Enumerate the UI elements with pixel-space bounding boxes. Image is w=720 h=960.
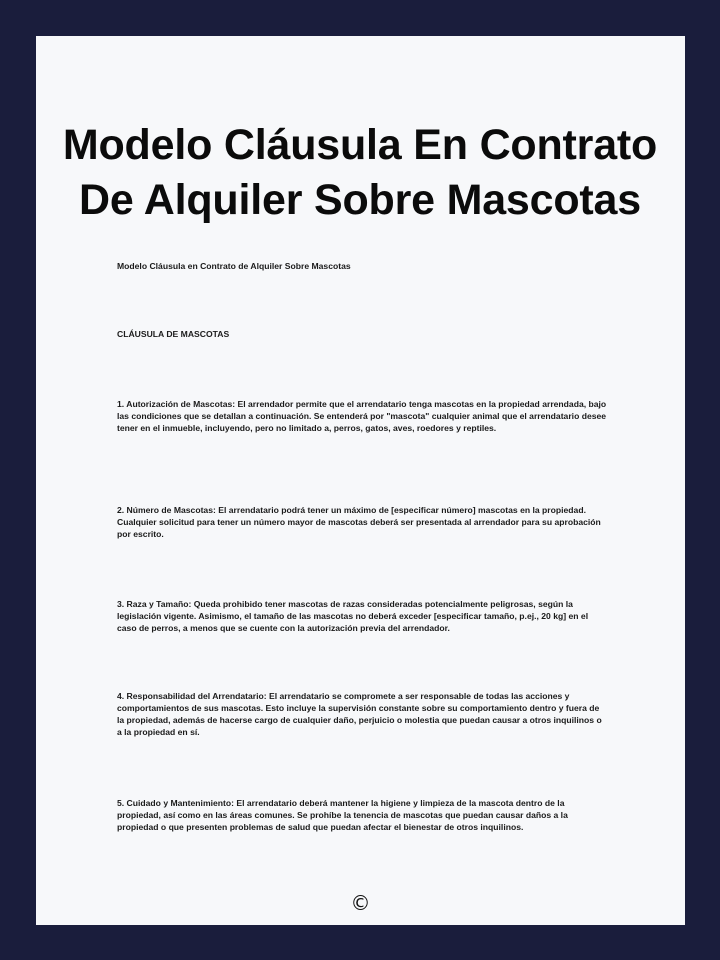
copyright-icon: © (350, 891, 371, 915)
clause-paragraph: 2. Número de Mascotas: El arrendatario podrá tener un máximo de [especificar número] mascotas en la propiedad. Cualquier solicitud para tener un número mayor de mascotas deberá ser presentada al arrendador para su aprobación por escrito. (117, 505, 601, 539)
page-title-line-2: De Alquiler Sobre Mascotas (79, 176, 641, 224)
section-title: CLÁUSULA DE MASCOTAS (117, 329, 230, 339)
document-page (36, 36, 685, 925)
page-title (36, 118, 685, 228)
clause-paragraph: 1. Autorización de Mascotas: El arrendador permite que el arrendatario tenga mascotas en la propiedad arrendada, bajo las condiciones que se detallan a continuación. Se entenderá por "mascota" cualquier animal que el arrendatario desee tener en el inmueble, incluyendo, pero no limitado a, perros, gatos, aves, roedores y reptiles. (117, 399, 607, 433)
document-heading: Modelo Cláusula en Contrato de Alquiler Sobre Mascotas (117, 261, 351, 271)
clause-paragraph: 3. Raza y Tamaño: Queda prohibido tener mascotas de razas consideradas potencialmente peligrosas, según la legislación vigente. Asimismo, el tamaño de las mascotas no deberá exceder [especificar tamaño, p.ej., 20 kg] en el caso de perros, a menos que se cuente con la autorización previa del arrendador. (117, 599, 589, 633)
clause-paragraph: 5. Cuidado y Mantenimiento: El arrendatario deberá mantener la higiene y limpieza de la mascota dentro de la propiedad, así como en las áreas comunes. Se prohíbe la tenencia de mascotas que puedan causar daños a la propiedad o que presenten problemas de salud que puedan afectar el bienestar de otros inquilinos. (117, 798, 568, 832)
document-body (117, 260, 607, 832)
page-title-line-1: Modelo Cláusula En Contrato (62, 121, 658, 169)
clause-paragraph: 4. Responsabilidad del Arrendatario: El arrendatario se compromete a ser responsable de todas las acciones y comportamientos de sus mascotas. Esto incluye la supervisión constante sobre su comportamiento dentro y fuera de la propiedad, además de hacerse cargo de cualquier daño, perjuicio o molestia que puedan causar a otros inquilinos o a la propiedad en sí. (117, 691, 602, 737)
